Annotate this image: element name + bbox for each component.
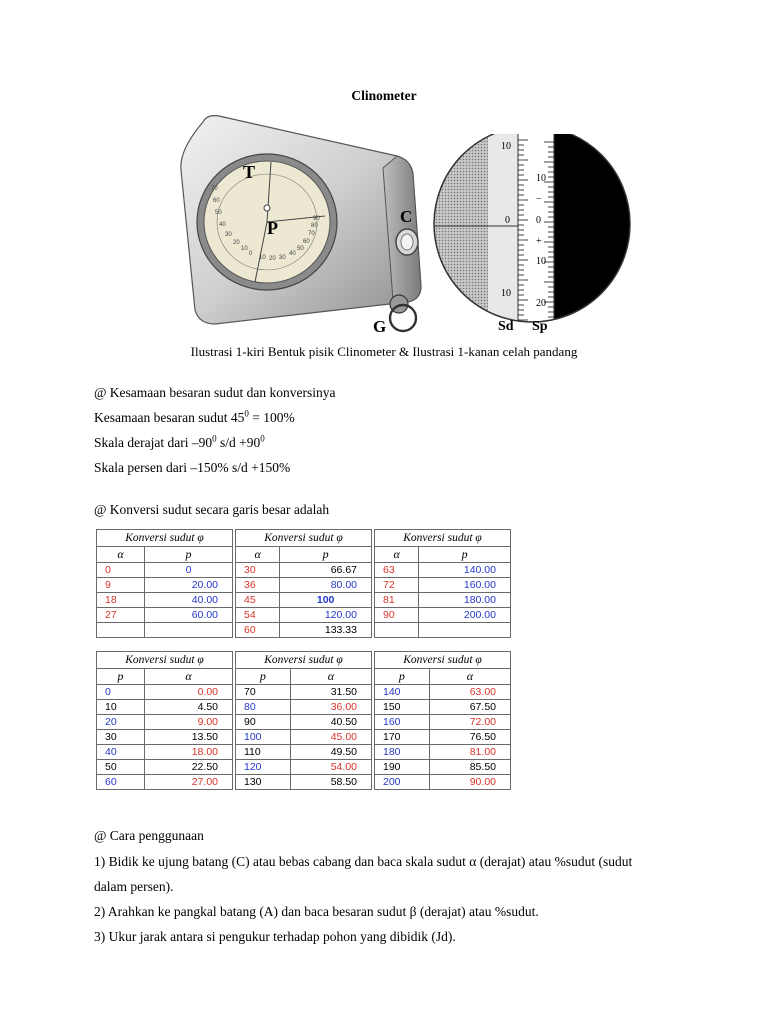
col-header: α bbox=[236, 547, 280, 563]
table-row: 70 31.50 bbox=[236, 685, 372, 700]
section2-heading: @ Konversi sudut secara garis besar adalah bbox=[94, 502, 330, 517]
scale-right-20: 20 bbox=[536, 298, 546, 309]
table-row: 200 90.00 bbox=[375, 775, 511, 790]
section3-heading: @ Cara penggunaan bbox=[94, 828, 204, 843]
table-row: 9 20.00 bbox=[97, 578, 233, 593]
clinometer-device-illustration bbox=[175, 110, 435, 335]
table-row: 90 200.00 bbox=[375, 608, 511, 623]
table-row: 81 180.00 bbox=[375, 593, 511, 608]
conversion-table-alpha-to-p-3 bbox=[374, 529, 511, 638]
table-row: 60 133.33 bbox=[236, 623, 372, 638]
table-row: 100 45.00 bbox=[236, 730, 372, 745]
dial-number: 80 bbox=[311, 223, 318, 229]
table-row: 63 140.00 bbox=[375, 563, 511, 578]
table-row: 190 85.50 bbox=[375, 760, 511, 775]
table-row: 30 13.50 bbox=[97, 730, 233, 745]
col-header: p bbox=[97, 669, 145, 685]
dial-label-p: P bbox=[267, 218, 278, 238]
table-row: 130 58.50 bbox=[236, 775, 372, 790]
table-row: 140 63.00 bbox=[375, 685, 511, 700]
table-title: Konversi sudut φ bbox=[97, 652, 233, 669]
sight-window-illustration bbox=[432, 134, 636, 334]
device-label-g: G bbox=[373, 317, 387, 335]
col-header: α bbox=[290, 669, 371, 685]
table-title: Konversi sudut φ bbox=[236, 652, 372, 669]
table-row: 40 18.00 bbox=[97, 745, 233, 760]
table-row: 160 72.00 bbox=[375, 715, 511, 730]
table-row: 30 66.67 bbox=[236, 563, 372, 578]
dial-number: 70 bbox=[211, 186, 218, 192]
dial-number: 60 bbox=[213, 198, 220, 204]
dial-number: 50 bbox=[297, 246, 304, 252]
scale-left-top: 10 bbox=[501, 141, 511, 152]
step1-line1: 1) Bidik ke ujung batang (C) atau bebas cabang dan baca skala sudut α (derajat) atau %sudut (sudut bbox=[94, 854, 633, 869]
table-row: 170 76.50 bbox=[375, 730, 511, 745]
scale-label-sp: Sp bbox=[532, 319, 548, 334]
table-row: 90 40.50 bbox=[236, 715, 372, 730]
dial-number: 10 bbox=[259, 255, 266, 261]
col-header: p bbox=[236, 669, 291, 685]
table-row: 60 27.00 bbox=[97, 775, 233, 790]
conversion-table-alpha-to-p-1 bbox=[96, 529, 233, 638]
page-title: Clinometer bbox=[351, 88, 417, 103]
scale-right-plus: + bbox=[536, 236, 542, 247]
scale-right-10-lower: 10 bbox=[536, 256, 546, 267]
table-title: Konversi sudut φ bbox=[97, 530, 233, 547]
dial-number: 70 bbox=[308, 231, 315, 237]
table-row: 20 9.00 bbox=[97, 715, 233, 730]
figure-caption: Ilustrasi 1-kiri Bentuk pisik Clinometer & Ilustrasi 1-kanan celah pandang bbox=[190, 344, 578, 359]
table-row bbox=[97, 623, 233, 638]
percent-scale-line: Skala persen dari –150% s/d +150% bbox=[94, 460, 291, 475]
step1-line2: dalam persen). bbox=[94, 879, 174, 894]
col-header: p bbox=[144, 547, 232, 563]
step2-line: 2) Arahkan ke pangkal batang (A) dan baca besaran sudut β (derajat) atau %sudut. bbox=[94, 904, 539, 919]
col-header: p bbox=[375, 669, 430, 685]
dial-number: 40 bbox=[289, 251, 296, 257]
dial-number: 20 bbox=[269, 256, 276, 262]
table-row: 120 54.00 bbox=[236, 760, 372, 775]
table-title: Konversi sudut φ bbox=[375, 530, 511, 547]
col-header: α bbox=[97, 547, 145, 563]
scale-left-zero: 0 bbox=[505, 215, 510, 226]
col-header: p bbox=[419, 547, 511, 563]
scale-right-minus: − bbox=[536, 194, 542, 205]
table-row: 27 60.00 bbox=[97, 608, 233, 623]
scale-right-10-upper: 10 bbox=[536, 173, 546, 184]
conversion-table-alpha-to-p-2 bbox=[235, 529, 372, 638]
table-row: 10 4.50 bbox=[97, 700, 233, 715]
device-label-c: C bbox=[400, 207, 413, 226]
dial-number: 30 bbox=[225, 232, 232, 238]
table-row: 72 160.00 bbox=[375, 578, 511, 593]
table-title: Konversi sudut φ bbox=[375, 652, 511, 669]
table-row: 0 0 bbox=[97, 563, 233, 578]
dial-number: 90 bbox=[313, 216, 320, 222]
table-row: 80 36.00 bbox=[236, 700, 372, 715]
dial-number: 20 bbox=[233, 240, 240, 246]
dial-number: 10 bbox=[241, 246, 248, 252]
degree-scale-line: Skala derajat dari $-90^0$ $s/d +90^0$ bbox=[94, 433, 265, 450]
dial-number: 50 bbox=[215, 210, 222, 216]
section1-heading: @ Kesamaan besaran sudut dan konversinya bbox=[94, 385, 336, 400]
table-row: 0 0.00 bbox=[97, 685, 233, 700]
table-row: 45 100 bbox=[236, 593, 372, 608]
table-row: 36 80.00 bbox=[236, 578, 372, 593]
conversion-table-p-to-alpha-3 bbox=[374, 651, 511, 790]
table-row bbox=[375, 623, 511, 638]
table-row: 54 120.00 bbox=[236, 608, 372, 623]
table-row: 50 22.50 bbox=[97, 760, 233, 775]
dial-number: 30 bbox=[279, 255, 286, 261]
table-title: Konversi sudut φ bbox=[236, 530, 372, 547]
scale-right-zero: 0 bbox=[536, 215, 541, 226]
equivalence-line: Kesamaan besaran sudut $45^0 = 100\%$ bbox=[94, 408, 295, 425]
dial-label-t: T bbox=[243, 162, 256, 182]
table-row: 180 81.00 bbox=[375, 745, 511, 760]
col-header: α bbox=[429, 669, 510, 685]
dial-number: 0 bbox=[249, 251, 253, 257]
scale-label-sd: Sd bbox=[498, 319, 514, 334]
scale-left-bottom: 10 bbox=[501, 288, 511, 299]
col-header: α bbox=[375, 547, 419, 563]
col-header: p bbox=[280, 547, 372, 563]
table-row: 18 40.00 bbox=[97, 593, 233, 608]
step3-line: 3) Ukur jarak antara si pengukur terhadap pohon yang dibidik (Jd). bbox=[94, 929, 456, 944]
conversion-table-p-to-alpha-1 bbox=[96, 651, 233, 790]
conversion-table-p-to-alpha-2 bbox=[235, 651, 372, 790]
dial-number: 40 bbox=[219, 222, 226, 228]
col-header: α bbox=[144, 669, 232, 685]
dial-number: 60 bbox=[303, 239, 310, 245]
table-row: 150 67.50 bbox=[375, 700, 511, 715]
table-row: 110 49.50 bbox=[236, 745, 372, 760]
